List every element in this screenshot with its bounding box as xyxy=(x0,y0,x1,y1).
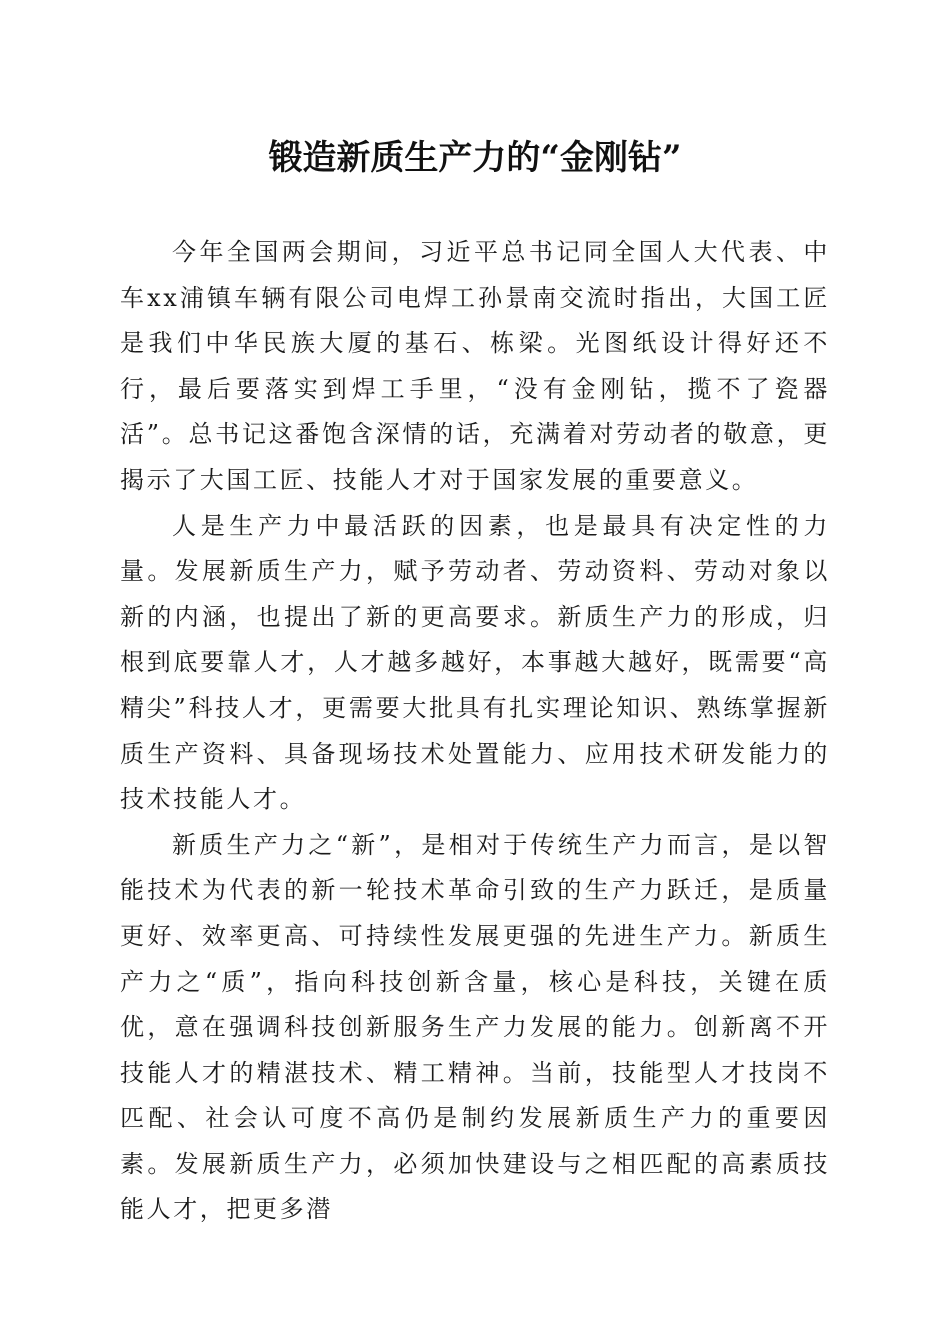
paragraph-2: 人是生产力中最活跃的因素，也是最具有决定性的力量。发展新质生产力，赋予劳动者、劳动资料、劳动对象以新的内涵，也提出了新的更高要求。新质生产力的形成，归根到底要靠人才，人才越多越好，本事越大越好，既需要“高精尖”科技人才，更需要大批具有扎实理论知识、熟练掌握新质生产资料、具备现场技术处置能力、应用技术研发能力的技术技能人才。 xyxy=(120,511,830,814)
document-body xyxy=(120,230,830,1233)
paragraph-1: 今年全国两会期间，习近平总书记同全国人大代表、中车xx浦镇车辆有限公司电焊工孙景南交流时指出，大国工匠是我们中华民族大厦的基石、栋梁。光图纸设计得好还不行，最后要落实到焊工手里，“没有金刚钻，揽不了瓷器活”。总书记这番饱含深情的话，充满着对劳动者的敬意，更揭示了大国工匠、技能人才对于国家发展的重要意义。 xyxy=(120,238,830,494)
paragraph-3: 新质生产力之“新”，是相对于传统生产力而言，是以智能技术为代表的新一轮技术革命引致的生产力跃迁，是质量更好、效率更高、可持续性发展更强的先进生产力。新质生产力之“质”，指向科技创新含量，核心是科技，关键在质优，意在强调科技创新服务生产力发展的能力。创新离不开技能人才的精湛技术、精工精神。当前，技能型人才技岗不匹配、社会认可度不高仍是制约发展新质生产力的重要因素。发展新质生产力，必须加快建设与之相匹配的高素质技能人才，把更多潜 xyxy=(120,830,830,1224)
document-title: 锻造新质生产力的“金刚钻” xyxy=(268,138,682,178)
